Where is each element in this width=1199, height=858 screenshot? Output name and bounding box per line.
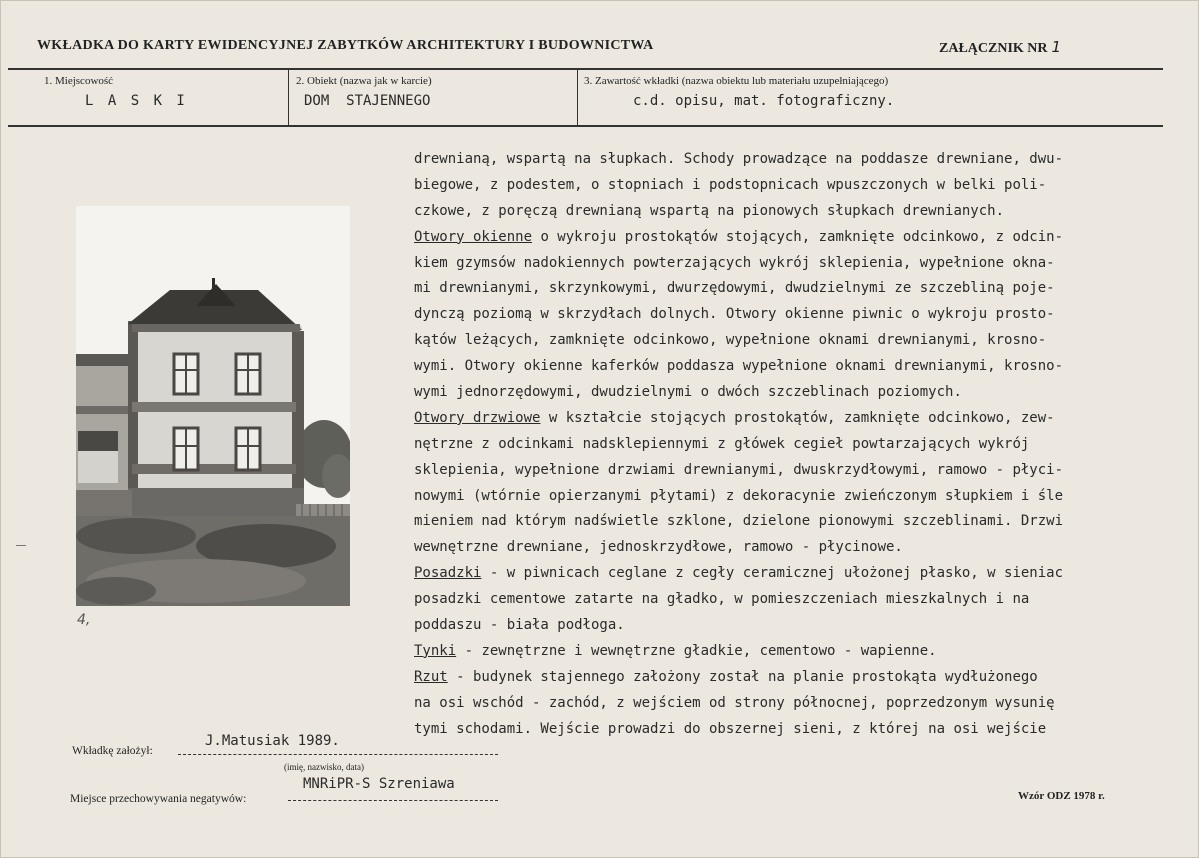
founded-hint: (imię, nazwisko, data) (284, 762, 364, 772)
description-line (414, 432, 1184, 458)
photo-number: 4, (77, 612, 91, 628)
field-divider-1 (288, 70, 289, 126)
card-title: WKŁADKA DO KARTY EWIDENCYJNEJ ZABYTKÓW ARCHITEKTURY I BUDOWNICTWA (37, 38, 654, 53)
description-line (414, 251, 1184, 277)
fields-bottom-rule (8, 125, 1163, 127)
description-line (414, 665, 1184, 691)
top-rule (8, 68, 1163, 70)
founded-rule (178, 754, 498, 755)
description-line (414, 354, 1184, 380)
description-line (414, 380, 1184, 406)
annex-label (939, 38, 1061, 57)
margin-mark (16, 545, 26, 546)
description-line (414, 717, 1184, 743)
contents-label: 3. Zawartość wkładki (nazwa obiektu lub materiału uzupełniającego) (584, 75, 889, 87)
description-line (414, 509, 1184, 535)
description-fragment: czkowe, z poręczą drewnianą wspartą na pionowych słupkach drewnianych. (414, 202, 1005, 219)
annex-label-text: ZAŁĄCZNIK NR (939, 41, 1048, 56)
description-fragment: posadzki cementowe zatarte na gładko, w pomieszczeniach mieszkalnych i na (414, 591, 1030, 608)
storage-label: Miejsce przechowywania negatywów: (70, 793, 247, 805)
locality-value: L A S K I (85, 93, 188, 109)
section-heading: Otwory drzwiowe (414, 409, 541, 426)
description-fragment: poddaszu - biała podłoga. (414, 617, 625, 634)
description-line (414, 458, 1184, 484)
description-fragment: wymi. Otwory okienne kaferków poddasza wypełnione oknami drewnianymi, krosno- (414, 358, 1064, 375)
storage-value: MNRiPR-S Szreniawa (303, 776, 455, 792)
description-fragment: drewnianą, wspartą na słupkach. Schody prowadzące na poddasze drewniane, dwu- (414, 151, 1064, 167)
description-text (414, 147, 1184, 742)
description-line (414, 225, 1184, 251)
description-line (414, 639, 1184, 665)
description-line (414, 613, 1184, 639)
description-fragment: wewnętrzne drewniane, jednoskrzydłowe, ramowo - płycinowe. (414, 539, 903, 556)
description-line (414, 535, 1184, 561)
description-line (414, 484, 1184, 510)
description-fragment: sklepienia, wypełnione drzwiami drewnianymi, dwuskrzydłowymi, ramowo - płyci- (414, 461, 1064, 478)
annex-number: 1 (1051, 38, 1062, 56)
building-photo-image (76, 206, 350, 606)
description-line (414, 691, 1184, 717)
description-fragment: mieniem nad którym nadświetle szklone, dzielone pionowymi szczeblinami. Drzwi (414, 513, 1064, 530)
description-fragment: dynczą poziomą w skrzydłach dolnych. Otwory okienne piwnic o wykroju prosto- (414, 306, 1055, 323)
description-fragment: w kształcie stojących prostokątów, zamknięte odcinkowo, zew- (540, 409, 1055, 426)
section-heading: Otwory okienne (414, 228, 533, 245)
section-heading: Tynki (414, 642, 457, 659)
description-fragment: tymi schodami. Wejście prowadzi do obszernej sieni, z której na osi wejście (414, 720, 1047, 737)
founded-value: J.Matusiak 1989. (205, 733, 340, 749)
description-line (414, 406, 1184, 432)
contents-value: c.d. opisu, mat. fotograficzny. (633, 93, 895, 109)
description-line (414, 587, 1184, 613)
description-line (414, 199, 1184, 225)
building-photograph (76, 206, 350, 606)
description-fragment: mi drewnianymi, skrzynkowymi, dwurzędowymi, dwudzielnymi ze szczebliną poje- (414, 280, 1055, 297)
description-line (414, 302, 1184, 328)
description-line (414, 561, 1184, 587)
founded-label: Wkładkę założył: (72, 745, 153, 757)
description-fragment: nętrzne z odcinkami nadsklepiennymi z główek cegieł powtarzających wykrój (414, 435, 1030, 452)
description-fragment: nowymi (wtórnie opierzanymi płytami) z dekoracynie zwieńczonym słupkiem i śle (414, 487, 1064, 504)
description-fragment: wymi jednorzędowymi, dwudzielnymi o dwóch szczeblinach poziomych. (414, 384, 962, 401)
description-fragment: - w piwnicach ceglane z cegły ceramicznej ułożonej płasko, w sieniac (481, 565, 1064, 582)
field-divider-2 (577, 70, 578, 126)
description-fragment: kiem gzymsów nadokiennych powterzających wykrój sklepienia, wypełnione okna- (414, 254, 1055, 271)
description-line (414, 276, 1184, 302)
locality-label: 1. Miejscowość (44, 75, 114, 87)
object-value: DOM STAJENNEGO (304, 93, 431, 109)
description-fragment: kątów leżących, zamknięte odcinkowo, wypełnione oknami drewnianymi, krosno- (414, 332, 1047, 349)
description-line (414, 328, 1184, 354)
section-heading: Posadzki (414, 565, 482, 582)
description-line (414, 173, 1184, 199)
object-label: 2. Obiekt (nazwa jak w karcie) (296, 75, 432, 87)
description-fragment: biegowe, z podestem, o stopniach i podstopnicach wpuszczonych w belki poli- (414, 176, 1047, 193)
description-line (414, 147, 1184, 173)
storage-rule (288, 800, 498, 801)
description-fragment: na osi wschód - zachód, z wejściem od strony północnej, poprzedzonym wysunię (414, 694, 1055, 711)
description-fragment: - zewnętrzne i wewnętrzne gładkie, cementowo - wapienne. (456, 642, 937, 659)
section-heading: Rzut (414, 668, 448, 685)
template-version: Wzór ODZ 1978 r. (1018, 790, 1105, 802)
description-fragment: o wykroju prostokątów stojących, zamknięte odcinkowo, z odcin- (532, 228, 1064, 245)
description-fragment: - budynek stajennego założony został na planie prostokąta wydłużonego (447, 668, 1038, 685)
